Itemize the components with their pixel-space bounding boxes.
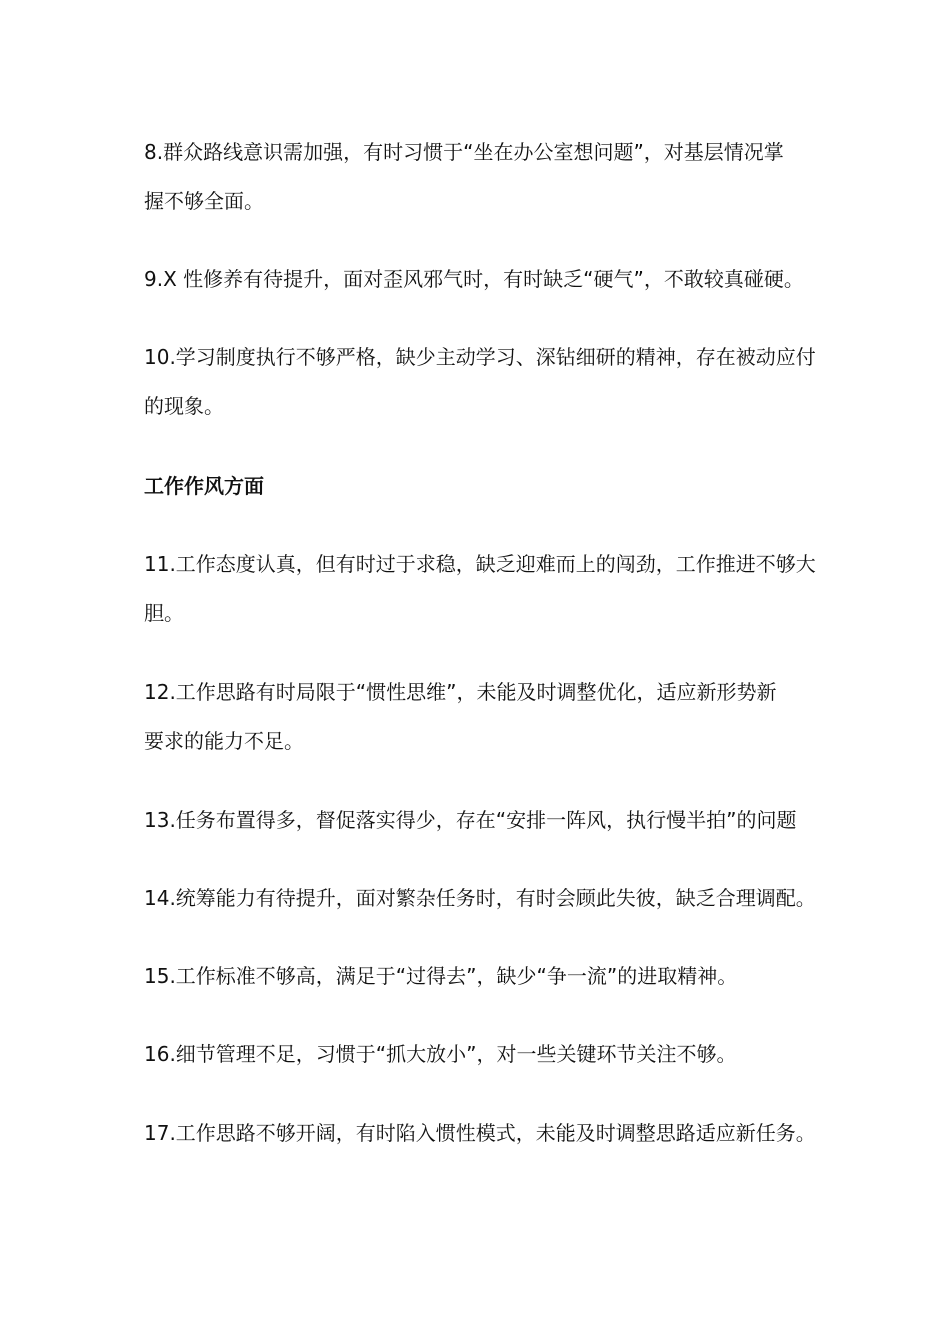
item-11-line-1: 11.工作态度认真，但有时过于求稳，缺乏迎难而上的闯劲，工作推进不够大: [144, 552, 816, 576]
item-12-line-1: 12.工作思路有时局限于“惯性思维”，未能及时调整优化，适应新形势新: [144, 680, 777, 704]
item-15-line-1: 15.工作标准不够高，满足于“过得去”，缺少“争一流”的进取精神。: [144, 964, 738, 988]
item-10-line-1: 10.学习制度执行不够严格，缺少主动学习、深钻细研的精神，存在被动应付: [144, 345, 816, 369]
item-17-line-1: 17.工作思路不够开阔，有时陷入惯性模式，未能及时调整思路适应新任务。: [144, 1121, 816, 1145]
item-12-line-2: 要求的能力不足。: [144, 729, 304, 753]
item-8-line-2: 握不够全面。: [144, 189, 264, 213]
item-10-line-2: 的现象。: [144, 394, 224, 418]
item-9-line-1: 9.X 性修养有待提升，面对歪风邪气时，有时缺乏“硬气”，不敢较真碰硬。: [144, 267, 804, 291]
item-14-line-1: 14.统筹能力有待提升，面对繁杂任务时，有时会顾此失彼，缺乏合理调配。: [144, 886, 816, 910]
item-13-line-1: 13.任务布置得多，督促落实得少，存在“安排一阵风，执行慢半拍”的问题: [144, 808, 797, 832]
section-heading: 工作作风方面: [144, 474, 264, 498]
item-11-line-2: 胆。: [144, 601, 184, 625]
item-16-line-1: 16.细节管理不足，习惯于“抓大放小”，对一些关键环节关注不够。: [144, 1042, 737, 1066]
item-8-line-1: 8.群众路线意识需加强，有时习惯于“坐在办公室想问题”，对基层情况掌: [144, 140, 784, 164]
